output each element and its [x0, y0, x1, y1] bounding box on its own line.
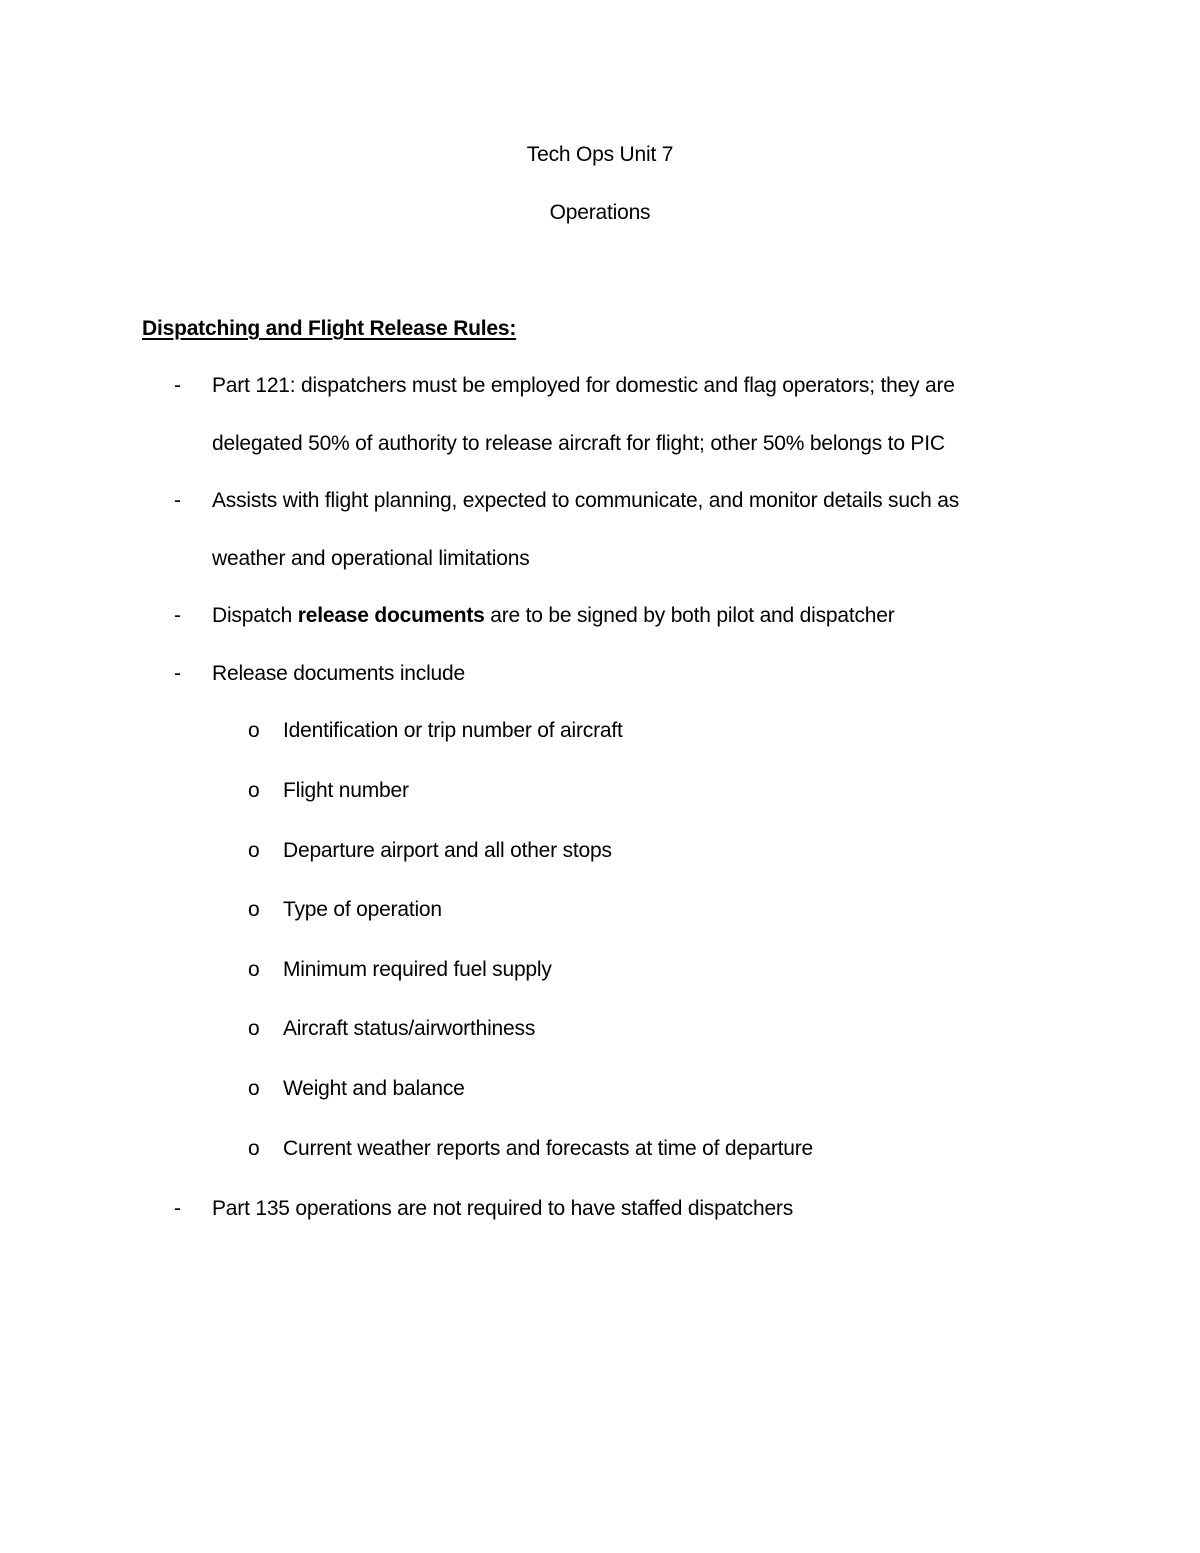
circle-bullet-marker: o — [248, 719, 260, 742]
dash-bullet-marker: - — [174, 662, 181, 685]
bullet-part121-line1: Part 121: dispatchers must be employed for domestic and flag operators; they are — [212, 374, 955, 397]
sub-item: Departure airport and all other stops — [283, 839, 612, 862]
circle-bullet-marker: o — [248, 958, 260, 981]
sub-item: Flight number — [283, 779, 409, 802]
circle-bullet-marker: o — [248, 1077, 260, 1100]
sub-item: Type of operation — [283, 898, 442, 921]
dash-bullet-marker: - — [174, 1197, 181, 1220]
circle-bullet-marker: o — [248, 1017, 260, 1040]
circle-bullet-marker: o — [248, 1137, 260, 1160]
sub-item: Current weather reports and forecasts at time of departure — [283, 1137, 814, 1160]
bullet-dispatch — [212, 604, 895, 628]
sub-item: Weight and balance — [283, 1077, 465, 1100]
sub-item: Aircraft status/airworthiness — [283, 1017, 536, 1040]
dash-bullet-marker: - — [174, 374, 181, 397]
dash-bullet-marker: - — [174, 604, 181, 627]
sub-item: Minimum required fuel supply — [283, 958, 552, 981]
bullet-dispatch-before: Dispatch — [212, 604, 298, 627]
circle-bullet-marker: o — [248, 898, 260, 921]
circle-bullet-marker: o — [248, 839, 260, 862]
sub-item: Identification or trip number of aircraft — [283, 719, 623, 742]
bullet-assists-line2: weather and operational limitations — [212, 547, 530, 570]
bullet-assists-line1: Assists with flight planning, expected to communicate, and monitor details such as — [212, 489, 959, 512]
document-subtitle: Operations — [549, 201, 651, 224]
bullet-dispatch-bold: release documents — [297, 604, 485, 627]
bullet-release-docs: Release documents include — [212, 662, 465, 685]
dash-bullet-marker: - — [174, 489, 181, 512]
bullet-dispatch-after: are to be signed by both pilot and dispatcher — [484, 604, 895, 627]
section-heading: Dispatching and Flight Release Rules: — [142, 317, 517, 340]
bullet-part135: Part 135 operations are not required to have staffed dispatchers — [212, 1197, 794, 1220]
bullet-part121-line2: delegated 50% of authority to release aircraft for flight; other 50% belongs to PIC — [212, 432, 945, 455]
document-title: Tech Ops Unit 7 — [526, 143, 674, 166]
circle-bullet-marker: o — [248, 779, 260, 802]
